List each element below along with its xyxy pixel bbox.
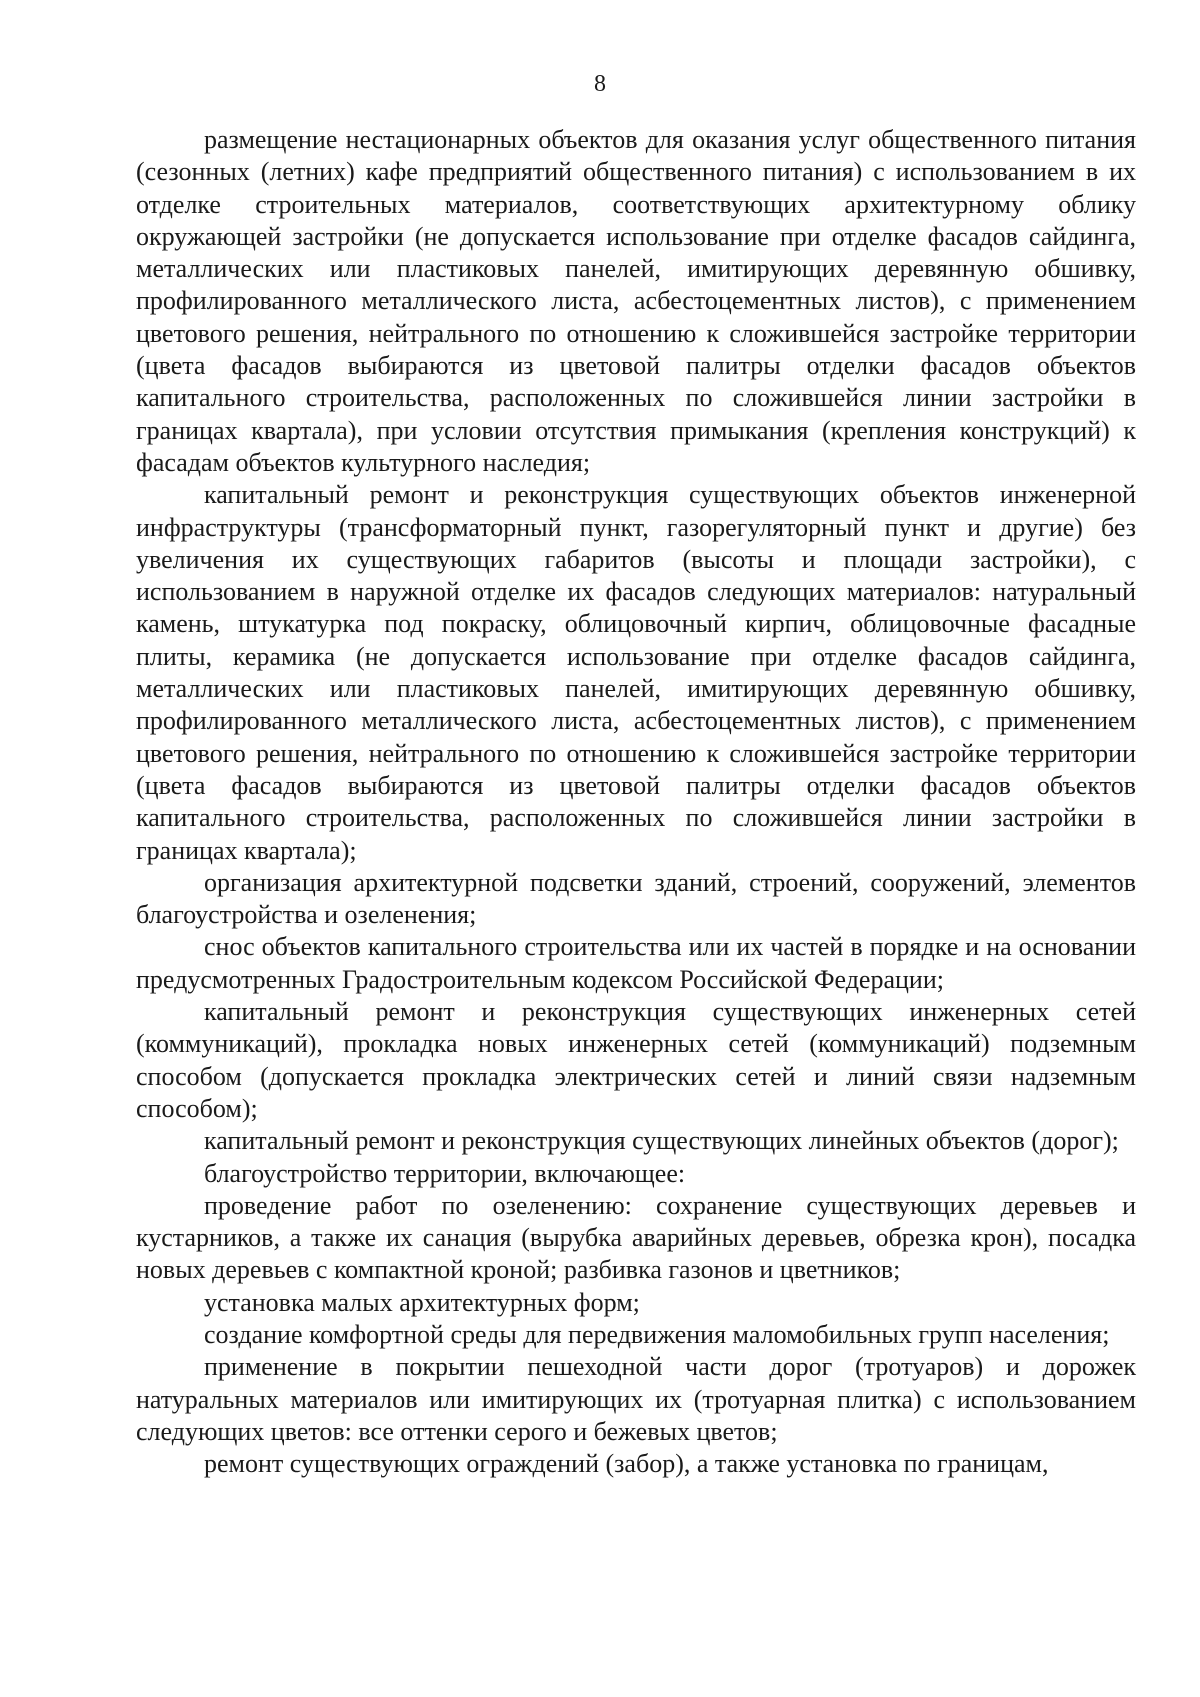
paragraph-pavement: применение в покрытии пешеходной части дорог (тротуаров) и дорожек натуральных материалов или имитирующих их (тротуарная плитка) с использованием следующих цветов: все оттенки серого и бежевых цветов; bbox=[136, 1352, 1136, 1446]
paragraph-small-forms: установка малых архитектурных форм; bbox=[204, 1287, 640, 1317]
paragraph-engineering-infrastructure: капитальный ремонт и реконструкция существующих объектов инженерной инфраструктуры (трансформаторный пункт, газорегуляторный пункт и другие) без увеличения их существующих габаритов (высоты и площади застройки), с использованием в наружной отделке их фасадов следующих материалов: натуральный камень, штукатурка под покраску, облицовочный кирпич, облицовочные фасадные плиты, керамика (не допускается использование при отделке фасадов сайдинга, металлических или пластиковых панелей, имитирующих деревянную обшивку, профилированного металлического листа, асбестоцементных листов), с применением цветового решения, нейтрального по отношению к сложившейся застройке территории (цвета фасадов выбираются из цветовой палитры отделки фасадов объектов капитального строительства, расположенных по сложившейся линии застройки в границах квартала); bbox=[136, 480, 1136, 865]
paragraph-fences: ремонт существующих ограждений (забор), а также установка по границам, bbox=[204, 1449, 1049, 1479]
paragraph-linear-objects: капитальный ремонт и реконструкция существующих линейных объектов (дорог); bbox=[204, 1126, 1119, 1156]
paragraph-architectural-lighting: организация архитектурной подсветки зданий, строений, сооружений, элементов благоустройства и озеленения; bbox=[136, 867, 1136, 930]
page-number: 8 bbox=[594, 71, 606, 97]
paragraph-accessible-environment: создание комфортной среды для передвижения маломобильных групп населения; bbox=[204, 1319, 1110, 1349]
paragraph-landscaping-heading: благоустройство территории, включающее: bbox=[204, 1158, 686, 1188]
paragraph-nonstationary-objects: размещение нестационарных объектов для оказания услуг общественного питания (сезонных (летних) кафе предприятий общественного питания) с использованием в их отделке строительных материалов, соответствующих архитектурному облику окружающей застройки (не допускается использование при отделке фасадов сайдинга, металлических или пластиковых панелей, имитирующих деревянную обшивку, профилированного металлического листа, асбестоцементных листов), с применением цветового решения, нейтрального по отношению к сложившейся застройке территории (цвета фасадов выбираются из цветовой палитры отделки фасадов объектов капитального строительства, расположенных по сложившейся линии застройки в границах квартала), при условии отсутствия примыкания (крепления конструкций) к фасадам объектов культурного наследия; bbox=[136, 125, 1136, 477]
document-body bbox=[136, 124, 1136, 1480]
paragraph-engineering-networks: капитальный ремонт и реконструкция существующих инженерных сетей (коммуникаций), прокладка новых инженерных сетей (коммуникаций) подземным способом (допускается прокладка электрических сетей и линий связи надземным способом); bbox=[136, 997, 1136, 1123]
paragraph-demolition: снос объектов капитального строительства или их частей в порядке и на основании предусмотренных Градостроительным кодексом Российской Федерации; bbox=[136, 932, 1136, 994]
paragraph-greening: проведение работ по озеленению: сохранение существующих деревьев и кустарников, а также их санация (вырубка аварийных деревьев, обрезка крон), посадка новых деревьев с компактной кроной; разбивка газонов и цветников; bbox=[136, 1190, 1136, 1285]
